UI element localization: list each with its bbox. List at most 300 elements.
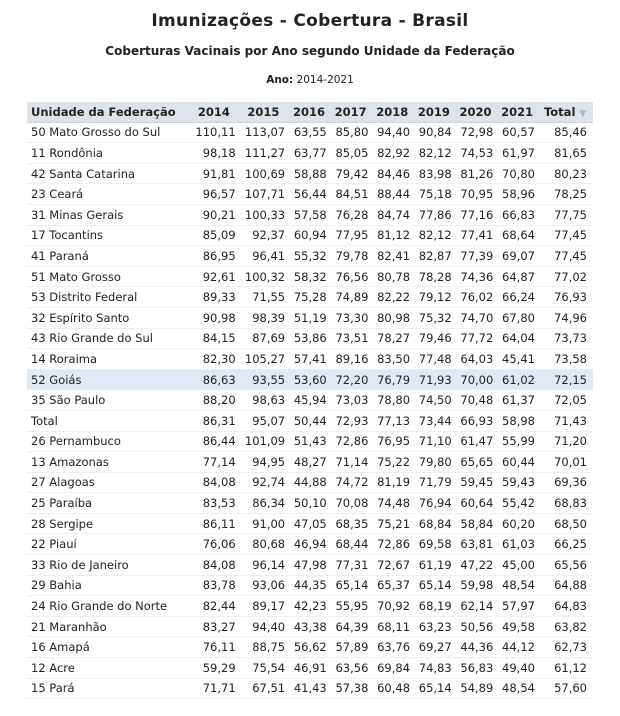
cell-value: 83,27 xyxy=(189,616,238,637)
cell-value: 94,95 xyxy=(239,452,288,473)
cell-value: 48,27 xyxy=(288,452,330,473)
cell-value: 70,00 xyxy=(455,369,497,390)
row-label-uf: 35 São Paulo xyxy=(27,390,189,411)
cell-value: 80,98 xyxy=(371,307,413,328)
coverage-table xyxy=(27,102,593,699)
cell-value: 71,55 xyxy=(239,287,288,308)
row-label-uf: 13 Amazonas xyxy=(27,452,189,473)
cell-value: 74,83 xyxy=(413,658,455,679)
cell-total: 85,46 xyxy=(538,122,593,143)
row-label-uf: 41 Paraná xyxy=(27,246,189,267)
table-row xyxy=(27,225,593,246)
column-header-label: 2017 xyxy=(334,104,367,119)
cell-value: 75,18 xyxy=(413,184,455,205)
cell-value: 82,12 xyxy=(413,143,455,164)
cell-value: 91,81 xyxy=(189,163,238,184)
row-label-uf: 32 Espírito Santo xyxy=(27,307,189,328)
cell-value: 58,88 xyxy=(288,163,330,184)
cell-value: 65,14 xyxy=(330,575,372,596)
cell-value: 44,88 xyxy=(288,472,330,493)
sort-desc-icon[interactable]: ▼ xyxy=(579,108,587,119)
cell-value: 100,69 xyxy=(239,163,288,184)
table-row xyxy=(27,431,593,452)
cell-total: 80,23 xyxy=(538,163,593,184)
cell-total: 66,25 xyxy=(538,534,593,555)
cell-value: 87,69 xyxy=(239,328,288,349)
column-header-year[interactable] xyxy=(239,102,288,122)
cell-value: 63,23 xyxy=(413,616,455,637)
cell-value: 77,86 xyxy=(413,204,455,225)
cell-value: 71,14 xyxy=(330,452,372,473)
cell-value: 84,46 xyxy=(371,163,413,184)
cell-value: 96,57 xyxy=(189,184,238,205)
row-label-uf: 11 Rondônia xyxy=(27,143,189,164)
cell-value: 57,38 xyxy=(330,678,372,699)
cell-value: 50,56 xyxy=(455,616,497,637)
cell-value: 81,26 xyxy=(455,163,497,184)
cell-value: 72,67 xyxy=(371,555,413,576)
cell-value: 74,89 xyxy=(330,287,372,308)
column-header-label: Unidade da Federação xyxy=(31,104,176,119)
cell-value: 69,58 xyxy=(413,534,455,555)
cell-value: 42,23 xyxy=(288,596,330,617)
cell-value: 59,45 xyxy=(455,472,497,493)
cell-value: 61,03 xyxy=(496,534,538,555)
cell-value: 51,43 xyxy=(288,431,330,452)
cell-value: 82,30 xyxy=(189,349,238,370)
cell-value: 85,09 xyxy=(189,225,238,246)
cell-value: 74,53 xyxy=(455,143,497,164)
cell-value: 92,74 xyxy=(239,472,288,493)
cell-value: 63,55 xyxy=(288,122,330,143)
table-row xyxy=(27,410,593,431)
cell-total: 71,20 xyxy=(538,431,593,452)
cell-total: 71,43 xyxy=(538,410,593,431)
cell-value: 77,95 xyxy=(330,225,372,246)
row-label-uf: 29 Bahia xyxy=(27,575,189,596)
cell-value: 53,60 xyxy=(288,369,330,390)
cell-value: 75,54 xyxy=(239,658,288,679)
cell-value: 67,80 xyxy=(496,307,538,328)
cell-value: 64,04 xyxy=(496,328,538,349)
cell-value: 63,81 xyxy=(455,534,497,555)
column-header-year[interactable] xyxy=(288,102,330,122)
table-row xyxy=(27,658,593,679)
cell-value: 100,33 xyxy=(239,204,288,225)
cell-value: 73,44 xyxy=(413,410,455,431)
row-label-uf: 17 Tocantins xyxy=(27,225,189,246)
cell-value: 66,93 xyxy=(455,410,497,431)
cell-value: 63,76 xyxy=(371,637,413,658)
cell-value: 64,39 xyxy=(330,616,372,637)
cell-value: 92,61 xyxy=(189,266,238,287)
column-header-label: Total xyxy=(543,104,576,119)
cell-value: 43,38 xyxy=(288,616,330,637)
cell-value: 79,42 xyxy=(330,163,372,184)
table-row xyxy=(27,596,593,617)
cell-total: 69,36 xyxy=(538,472,593,493)
column-header-label: 2018 xyxy=(376,104,409,119)
column-header-year[interactable] xyxy=(413,102,455,122)
column-header-label: 2020 xyxy=(459,104,492,119)
cell-total: 73,58 xyxy=(538,349,593,370)
cell-value: 79,46 xyxy=(413,328,455,349)
row-label-uf: 16 Amapá xyxy=(27,637,189,658)
period-line xyxy=(0,74,620,86)
cell-value: 74,70 xyxy=(455,307,497,328)
cell-value: 89,16 xyxy=(330,349,372,370)
cell-value: 63,56 xyxy=(330,658,372,679)
column-header-uf[interactable] xyxy=(27,102,189,122)
cell-value: 48,54 xyxy=(496,575,538,596)
row-label-uf: 33 Rio de Janeiro xyxy=(27,555,189,576)
cell-value: 82,12 xyxy=(413,225,455,246)
row-label-uf: 26 Pernambuco xyxy=(27,431,189,452)
cell-value: 50,10 xyxy=(288,493,330,514)
cell-value: 78,80 xyxy=(371,390,413,411)
cell-total: 77,45 xyxy=(538,246,593,267)
cell-value: 61,97 xyxy=(496,143,538,164)
cell-value: 76,79 xyxy=(371,369,413,390)
cell-value: 77,39 xyxy=(455,246,497,267)
cell-value: 98,18 xyxy=(189,143,238,164)
cell-value: 82,87 xyxy=(413,246,455,267)
cell-value: 68,19 xyxy=(413,596,455,617)
cell-value: 48,54 xyxy=(496,678,538,699)
cell-value: 113,07 xyxy=(239,122,288,143)
cell-value: 59,29 xyxy=(189,658,238,679)
cell-value: 77,48 xyxy=(413,349,455,370)
cell-total: 63,82 xyxy=(538,616,593,637)
cell-total: 77,45 xyxy=(538,225,593,246)
table-row xyxy=(27,266,593,287)
table-row xyxy=(27,493,593,514)
cell-value: 44,36 xyxy=(455,637,497,658)
cell-value: 61,02 xyxy=(496,369,538,390)
column-header-label: 2015 xyxy=(247,104,280,119)
cell-value: 77,16 xyxy=(455,204,497,225)
cell-value: 76,56 xyxy=(330,266,372,287)
cell-value: 75,32 xyxy=(413,307,455,328)
cell-total: 77,75 xyxy=(538,204,593,225)
cell-value: 71,93 xyxy=(413,369,455,390)
cell-value: 70,80 xyxy=(496,163,538,184)
cell-value: 85,80 xyxy=(330,122,372,143)
cell-value: 58,98 xyxy=(496,410,538,431)
cell-total: 72,15 xyxy=(538,369,593,390)
cell-value: 86,63 xyxy=(189,369,238,390)
table-row xyxy=(27,555,593,576)
cell-value: 71,71 xyxy=(189,678,238,699)
cell-value: 59,98 xyxy=(455,575,497,596)
column-header-year[interactable] xyxy=(496,102,538,122)
cell-value: 80,68 xyxy=(239,534,288,555)
cell-total: 73,73 xyxy=(538,328,593,349)
cell-value: 105,27 xyxy=(239,349,288,370)
table-row xyxy=(27,204,593,225)
cell-value: 59,43 xyxy=(496,472,538,493)
cell-value: 96,14 xyxy=(239,555,288,576)
table-row xyxy=(27,307,593,328)
cell-value: 54,89 xyxy=(455,678,497,699)
cell-value: 68,35 xyxy=(330,513,372,534)
cell-value: 72,98 xyxy=(455,122,497,143)
table-row xyxy=(27,143,593,164)
table-row xyxy=(27,328,593,349)
cell-value: 100,32 xyxy=(239,266,288,287)
table-row xyxy=(27,369,593,390)
cell-value: 93,55 xyxy=(239,369,288,390)
cell-total: 68,83 xyxy=(538,493,593,514)
cell-value: 47,05 xyxy=(288,513,330,534)
cell-value: 86,44 xyxy=(189,431,238,452)
cell-value: 90,21 xyxy=(189,204,238,225)
cell-value: 69,07 xyxy=(496,246,538,267)
cell-value: 65,37 xyxy=(371,575,413,596)
row-label-uf: 50 Mato Grosso do Sul xyxy=(27,122,189,143)
cell-value: 69,84 xyxy=(371,658,413,679)
cell-value: 68,84 xyxy=(413,513,455,534)
cell-total: 64,88 xyxy=(538,575,593,596)
table-row xyxy=(27,575,593,596)
cell-value: 91,00 xyxy=(239,513,288,534)
cell-value: 61,37 xyxy=(496,390,538,411)
cell-value: 77,72 xyxy=(455,328,497,349)
cell-value: 47,22 xyxy=(455,555,497,576)
cell-value: 82,41 xyxy=(371,246,413,267)
cell-value: 60,64 xyxy=(455,493,497,514)
table-subtitle: Coberturas Vacinais por Ano segundo Unidade da Federação xyxy=(105,44,515,58)
cell-value: 84,08 xyxy=(189,472,238,493)
cell-value: 65,14 xyxy=(413,575,455,596)
cell-value: 98,39 xyxy=(239,307,288,328)
cell-value: 58,32 xyxy=(288,266,330,287)
cell-value: 74,72 xyxy=(330,472,372,493)
cell-value: 78,28 xyxy=(413,266,455,287)
cell-value: 72,20 xyxy=(330,369,372,390)
cell-value: 63,77 xyxy=(288,143,330,164)
table-row xyxy=(27,472,593,493)
cell-value: 78,27 xyxy=(371,328,413,349)
cell-value: 64,03 xyxy=(455,349,497,370)
cell-value: 73,03 xyxy=(330,390,372,411)
cell-total: 78,25 xyxy=(538,184,593,205)
column-header-year[interactable] xyxy=(330,102,372,122)
cell-value: 71,10 xyxy=(413,431,455,452)
cell-total: 68,50 xyxy=(538,513,593,534)
cell-value: 92,37 xyxy=(239,225,288,246)
cell-value: 60,20 xyxy=(496,513,538,534)
cell-value: 65,14 xyxy=(413,678,455,699)
period-value: 2014-2021 xyxy=(296,74,354,86)
cell-value: 70,08 xyxy=(330,493,372,514)
row-label-uf: 28 Sergipe xyxy=(27,513,189,534)
cell-value: 57,89 xyxy=(330,637,372,658)
cell-value: 96,41 xyxy=(239,246,288,267)
row-label-uf: 24 Rio Grande do Norte xyxy=(27,596,189,617)
cell-value: 82,22 xyxy=(371,287,413,308)
cell-value: 70,92 xyxy=(371,596,413,617)
cell-total: 62,73 xyxy=(538,637,593,658)
cell-total: 74,96 xyxy=(538,307,593,328)
row-label-uf: 53 Distrito Federal xyxy=(27,287,189,308)
row-label-uf: 22 Piauí xyxy=(27,534,189,555)
cell-value: 70,48 xyxy=(455,390,497,411)
cell-value: 66,83 xyxy=(496,204,538,225)
cell-total: 77,02 xyxy=(538,266,593,287)
cell-value: 84,74 xyxy=(371,204,413,225)
cell-value: 66,24 xyxy=(496,287,538,308)
cell-value: 41,43 xyxy=(288,678,330,699)
cell-value: 95,07 xyxy=(239,410,288,431)
cell-value: 82,44 xyxy=(189,596,238,617)
cell-value: 72,93 xyxy=(330,410,372,431)
cell-value: 61,47 xyxy=(455,431,497,452)
cell-value: 44,35 xyxy=(288,575,330,596)
cell-value: 79,80 xyxy=(413,452,455,473)
cell-value: 57,58 xyxy=(288,204,330,225)
cell-value: 74,36 xyxy=(455,266,497,287)
cell-total: 61,12 xyxy=(538,658,593,679)
cell-value: 72,86 xyxy=(371,534,413,555)
cell-value: 74,50 xyxy=(413,390,455,411)
cell-value: 84,15 xyxy=(189,328,238,349)
column-header-total[interactable] xyxy=(538,102,593,122)
table-row xyxy=(27,513,593,534)
column-header-label: 2019 xyxy=(417,104,450,119)
column-header-label: 2014 xyxy=(197,104,230,119)
row-label-uf: 15 Pará xyxy=(27,678,189,699)
cell-value: 49,40 xyxy=(496,658,538,679)
cell-value: 90,98 xyxy=(189,307,238,328)
cell-value: 60,57 xyxy=(496,122,538,143)
cell-value: 64,87 xyxy=(496,266,538,287)
cell-value: 68,64 xyxy=(496,225,538,246)
cell-value: 107,71 xyxy=(239,184,288,205)
cell-value: 62,14 xyxy=(455,596,497,617)
cell-value: 70,95 xyxy=(455,184,497,205)
cell-value: 75,21 xyxy=(371,513,413,534)
cell-value: 111,27 xyxy=(239,143,288,164)
cell-value: 55,32 xyxy=(288,246,330,267)
cell-value: 73,30 xyxy=(330,307,372,328)
cell-value: 75,22 xyxy=(371,452,413,473)
column-header-year[interactable] xyxy=(371,102,413,122)
cell-value: 60,48 xyxy=(371,678,413,699)
cell-value: 57,97 xyxy=(496,596,538,617)
cell-value: 94,40 xyxy=(371,122,413,143)
cell-value: 77,41 xyxy=(455,225,497,246)
cell-value: 53,86 xyxy=(288,328,330,349)
cell-total: 81,65 xyxy=(538,143,593,164)
row-label-uf: 23 Ceará xyxy=(27,184,189,205)
cell-value: 110,11 xyxy=(189,122,238,143)
period-label: Ano: xyxy=(266,74,294,86)
cell-value: 93,06 xyxy=(239,575,288,596)
row-label-uf: 52 Goiás xyxy=(27,369,189,390)
cell-value: 86,11 xyxy=(189,513,238,534)
cell-value: 77,31 xyxy=(330,555,372,576)
table-row xyxy=(27,287,593,308)
cell-value: 76,95 xyxy=(371,431,413,452)
cell-total: 70,01 xyxy=(538,452,593,473)
cell-value: 68,44 xyxy=(330,534,372,555)
cell-value: 83,78 xyxy=(189,575,238,596)
row-label-uf: 42 Santa Catarina xyxy=(27,163,189,184)
cell-value: 57,41 xyxy=(288,349,330,370)
cell-value: 84,08 xyxy=(189,555,238,576)
cell-value: 79,78 xyxy=(330,246,372,267)
row-label-uf: 25 Paraíba xyxy=(27,493,189,514)
cell-value: 73,51 xyxy=(330,328,372,349)
column-header-year[interactable] xyxy=(189,102,238,122)
cell-value: 45,00 xyxy=(496,555,538,576)
cell-value: 88,20 xyxy=(189,390,238,411)
row-label-uf: 31 Minas Gerais xyxy=(27,204,189,225)
cell-value: 101,09 xyxy=(239,431,288,452)
cell-value: 83,50 xyxy=(371,349,413,370)
cell-value: 89,33 xyxy=(189,287,238,308)
cell-value: 47,98 xyxy=(288,555,330,576)
cell-value: 60,94 xyxy=(288,225,330,246)
cell-value: 67,51 xyxy=(239,678,288,699)
cell-value: 49,58 xyxy=(496,616,538,637)
cell-value: 65,65 xyxy=(455,452,497,473)
row-label-uf: 14 Roraima xyxy=(27,349,189,370)
cell-value: 69,27 xyxy=(413,637,455,658)
cell-value: 55,42 xyxy=(496,493,538,514)
cell-value: 76,06 xyxy=(189,534,238,555)
cell-value: 83,98 xyxy=(413,163,455,184)
cell-value: 76,11 xyxy=(189,637,238,658)
cell-value: 45,41 xyxy=(496,349,538,370)
cell-total: 76,93 xyxy=(538,287,593,308)
table-row xyxy=(27,678,593,699)
table-row xyxy=(27,246,593,267)
row-label-uf: Total xyxy=(27,410,189,431)
column-header-year[interactable] xyxy=(455,102,497,122)
cell-value: 76,02 xyxy=(455,287,497,308)
cell-value: 56,44 xyxy=(288,184,330,205)
cell-value: 61,19 xyxy=(413,555,455,576)
cell-value: 86,34 xyxy=(239,493,288,514)
cell-value: 90,84 xyxy=(413,122,455,143)
cell-value: 86,31 xyxy=(189,410,238,431)
table-row xyxy=(27,122,593,143)
cell-value: 85,05 xyxy=(330,143,372,164)
page-title: Imunizações - Cobertura - Brasil xyxy=(151,11,469,31)
table-row xyxy=(27,184,593,205)
row-label-uf: 51 Mato Grosso xyxy=(27,266,189,287)
cell-value: 88,44 xyxy=(371,184,413,205)
cell-value: 44,12 xyxy=(496,637,538,658)
cell-value: 72,86 xyxy=(330,431,372,452)
cell-value: 60,44 xyxy=(496,452,538,473)
cell-value: 81,19 xyxy=(371,472,413,493)
row-label-uf: 43 Rio Grande do Sul xyxy=(27,328,189,349)
cell-value: 84,51 xyxy=(330,184,372,205)
cell-value: 75,28 xyxy=(288,287,330,308)
cell-value: 46,94 xyxy=(288,534,330,555)
cell-value: 83,53 xyxy=(189,493,238,514)
cell-value: 77,14 xyxy=(189,452,238,473)
cell-total: 64,83 xyxy=(538,596,593,617)
cell-value: 86,95 xyxy=(189,246,238,267)
cell-value: 79,12 xyxy=(413,287,455,308)
cell-value: 68,11 xyxy=(371,616,413,637)
cell-value: 56,83 xyxy=(455,658,497,679)
cell-value: 77,13 xyxy=(371,410,413,431)
